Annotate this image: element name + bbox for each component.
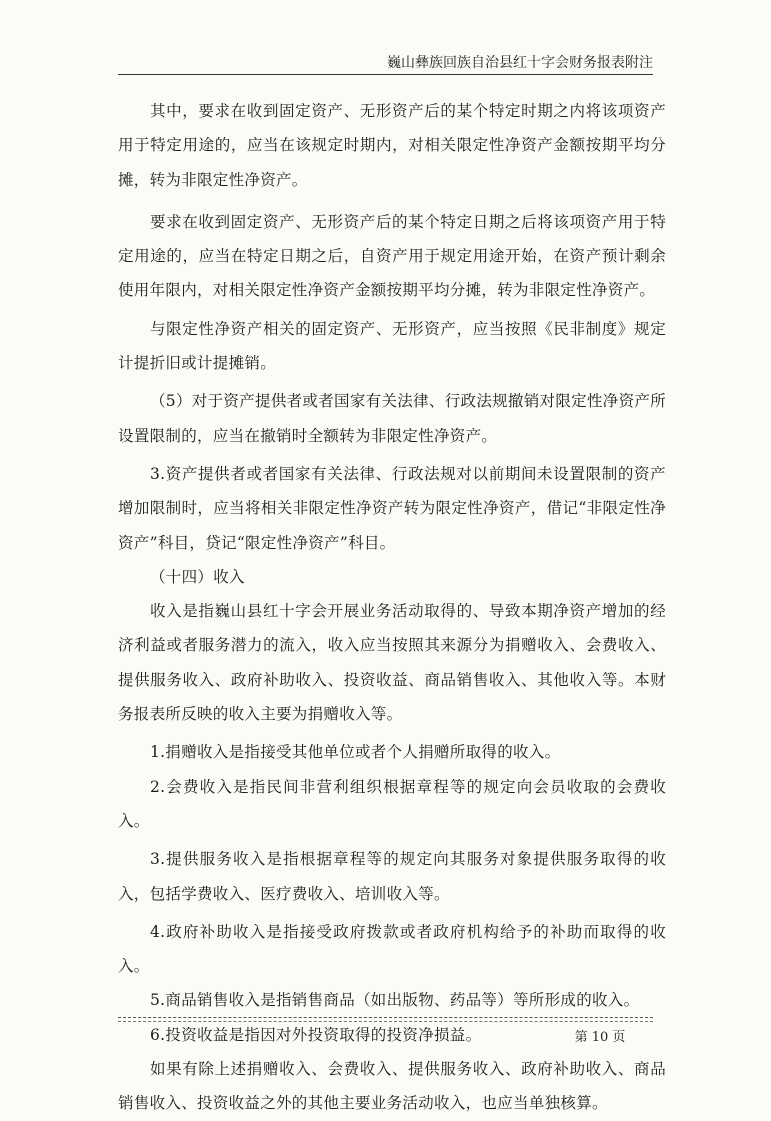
- header-divider: [118, 74, 653, 75]
- list-item: 6.投资收益是指因对外投资取得的投资净损益。: [150, 1025, 482, 1044]
- paragraph: （5）对于资产提供者或者国家有关法律、行政法规撤销对限定性净资产所设置限制的，应当在撤销时全额转为非限定性净资产。: [118, 392, 666, 445]
- section-heading: （十四）收入: [150, 567, 245, 586]
- list-item: 4.政府补助收入是指接受政府拨款或者政府机构给予的补助而取得的收入。: [118, 922, 666, 976]
- list-item: 3.提供服务收入是指根据章程等的规定向其服务对象提供服务取得的收入，包括学费收入、医疗费收入、培训收入等。: [118, 850, 666, 903]
- list-item: 2.会费收入是指民间非营利组织根据章程等的规定向会员收取的会费收入。: [118, 777, 666, 830]
- paragraph: 其中，要求在收到固定资产、无形资产后的某个特定时期之内将该项资产用于特定用途的，应当在该规定时期内，对相关限定性净资产金额按期平均分摊，转为非限定性净资产。: [118, 102, 666, 189]
- paragraph: 如果有除上述捐赠收入、会费收入、提供服务收入、政府补助收入、商品销售收入、投资收益之外的其他主要业务活动收入，也应当单独核算。: [118, 1060, 666, 1113]
- paragraph: 3.资产提供者或者国家有关法律、行政法规对以前期间未设置限制的资产增加限制时，应当将相关非限定性净资产转为限定性净资产，借记“非限定性净资产”科目，贷记“限定性净资产”科目。: [118, 464, 666, 552]
- list-item: 1.捐赠收入是指接受其他单位或者个人捐赠所取得的收入。: [150, 743, 561, 762]
- paragraph: 收入是指巍山县红十字会开展业务活动取得的、导致本期净资产增加的经济利益或者服务潜力的流入，收入应当按照其来源分为捐赠收入、会费收入、提供服务收入、政府补助收入、投资收益、商品销售收入、其他收入等。本财务报表所反映的收入主要为捐赠收入等。: [118, 602, 666, 724]
- paragraph: 与限定性净资产相关的固定资产、无形资产，应当按照《民非制度》规定计提折旧或计提摊销。: [118, 319, 666, 373]
- page-header-title: 巍山彝族回族自治县红十字会财务报表附注: [387, 55, 653, 71]
- page-number: 第 10 页: [574, 1030, 626, 1045]
- document-body: [118, 94, 666, 1121]
- list-item: 5.商品销售收入是指销售商品（如出版物、药品等）等所形成的收入。: [150, 991, 640, 1010]
- paragraph: 要求在收到固定资产、无形资产后的某个特定日期之后将该项资产用于特定用途的，应当在特定日期之后，自资产用于规定用途开始，在资产预计剩余使用年限内，对相关限定性净资产金额按期平均分摊，转为非限定性净资产。: [118, 212, 666, 300]
- footer-divider: [118, 1017, 653, 1018]
- footer-divider-secondary: [118, 1021, 653, 1022]
